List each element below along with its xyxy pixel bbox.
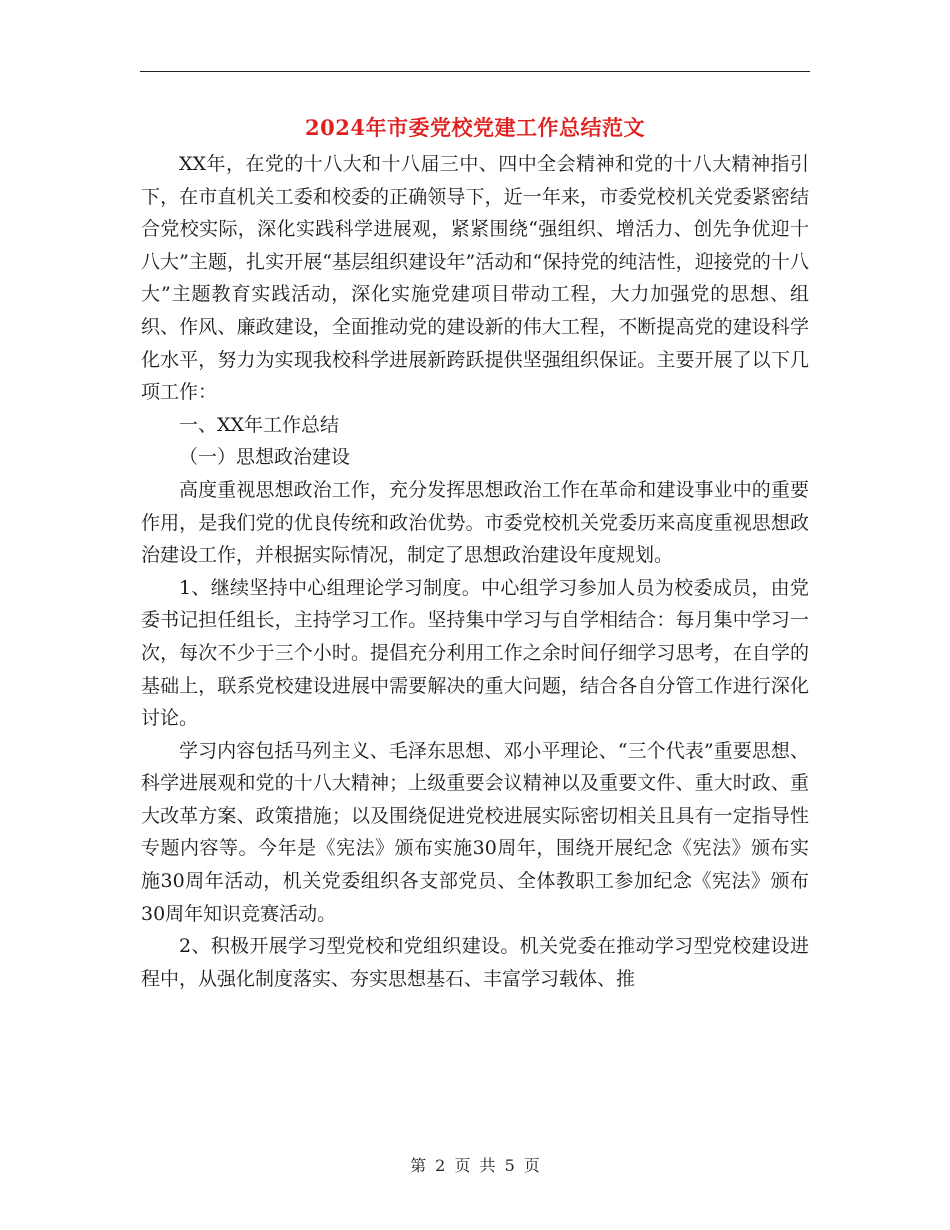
paragraph-intro: XX年，在党的十八大和十八届三中、四中全会精神和党的十八大精神指引下，在市直机关工委和校委的正确领导下，近一年来，市委党校机关党委紧密结合党校实际，深化实践科学进展观，紧紧围绕“强组织、增活力、创先争优迎十八大”主题，扎实开展“基层组织建设年”活动和“保持党的纯洁性，迎接党的十八大”主题教育实践活动，深化实施党建项目带动工程，大力加强党的思想、组织、作风、廉政建设，全面推动党的建设新的伟大工程，不断提高党的建设科学化水平，努力为实现我校科学进展新跨跃提供坚强组织保证。主要开展了以下几项工作：: [141, 153, 809, 404]
subsection-heading: （一）思想政治建设: [179, 446, 351, 469]
paragraph: 1、继续坚持中心组理论学习制度。中心组学习参加人员为校委成员，由党委书记担任组长，主持学习工作。坚持集中学习与自学相结合：每月集中学习一次，每次不少于三个小时。提倡充分利用工作之余时间仔细学习思考，在自学的基础上，联系党校建设进展中需要解决的重大问题，结合各自分管工作进行深化讨论。: [141, 576, 809, 730]
paragraph: 高度重视思想政治工作，充分发挥思想政治工作在革命和建设事业中的重要作用，是我们党的优良传统和政治优势。市委党校机关党委历来高度重视思想政治建设工作，并根据实际情况，制定了思想政治建设年度规划。: [141, 478, 809, 567]
paragraph: 学习内容包括马列主义、毛泽东思想、邓小平理论、“三个代表”重要思想、科学进展观和党的十八大精神；上级重要会议精神以及重要文件、重大时政、重大改革方案、政策措施；以及围绕促进党校进展实际密切相关且具有一定指导性专题内容等。今年是《宪法》颁布实施30周年，围绕开展纪念《宪法》颁布实施30周年活动，机关党委组织各支部党员、全体教职工参加纪念《宪法》颁布30周年知识竞赛活动。: [141, 739, 809, 925]
document-body: [141, 148, 809, 995]
page-number-footer: 第 2 页 共 5 页: [410, 1156, 540, 1175]
section-heading: 一、XX年工作总结: [179, 413, 340, 436]
paragraph: 2、积极开展学习型党校和党组织建设。机关党委在推动学习型党校建设进程中，从强化制度落实、夯实思想基石、丰富学习载体、推: [141, 935, 809, 990]
document-title: 2024年市委党校党建工作总结范文: [305, 115, 645, 140]
header-rule: [140, 71, 810, 72]
